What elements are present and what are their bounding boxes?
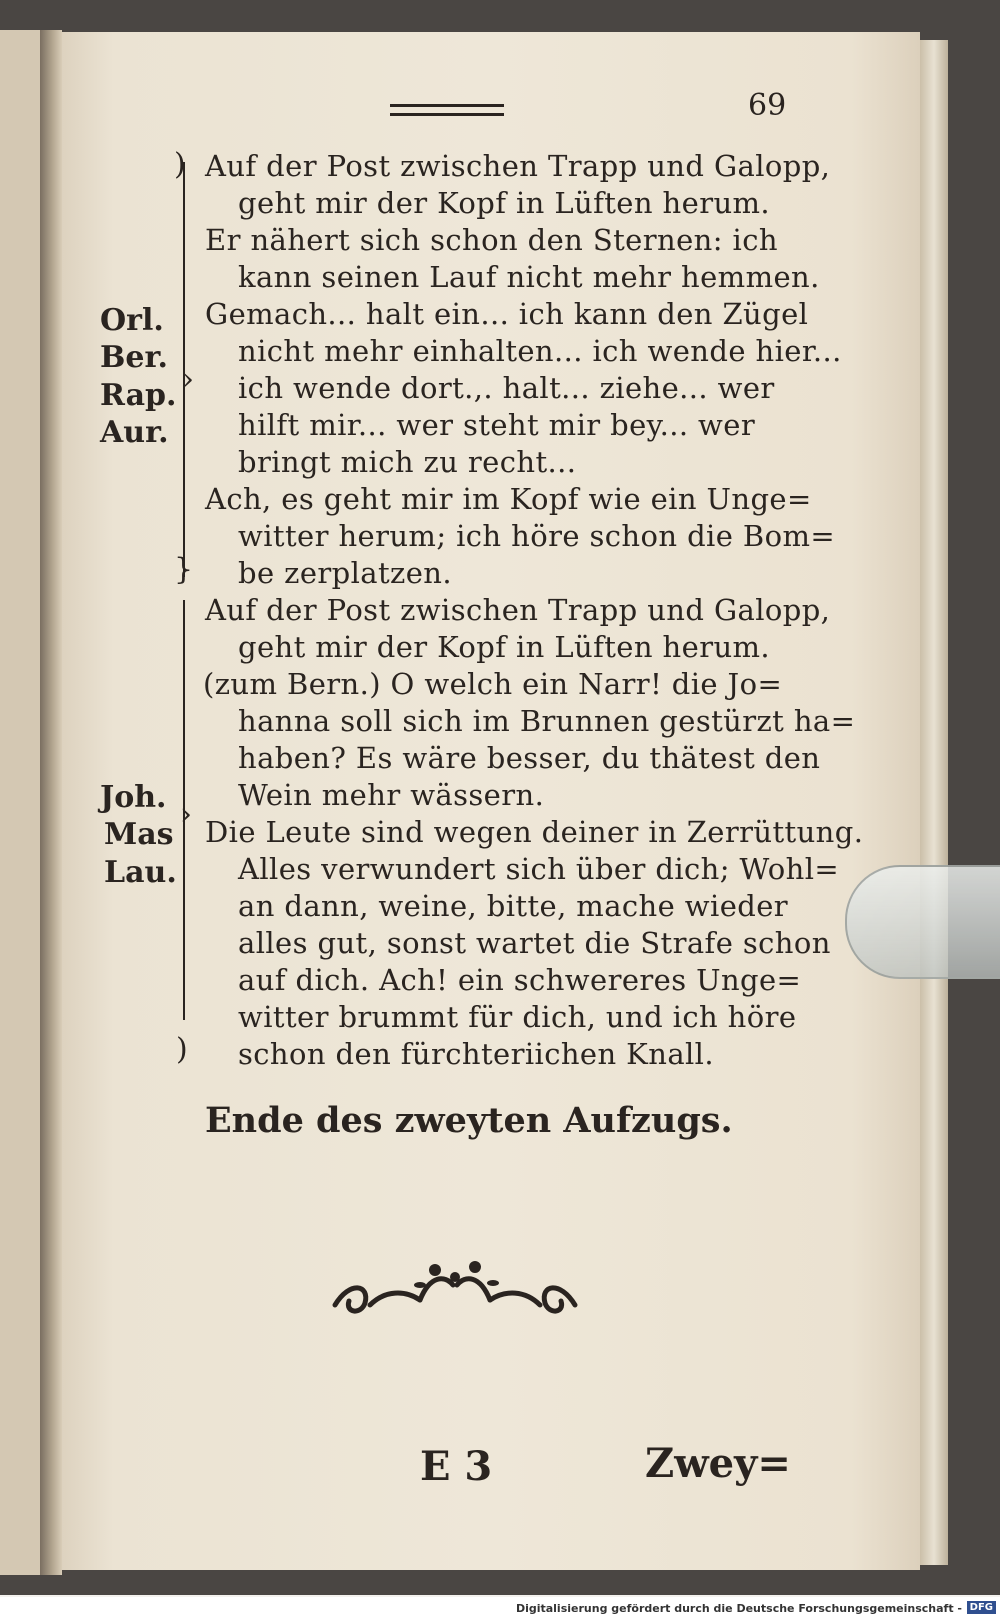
text-line: kann seinen Lauf nicht mehr hemmen. — [238, 260, 820, 294]
text-line: an dann, weine, bitte, mache wieder — [238, 889, 789, 923]
text-line: Auf der Post zwischen Trapp und Galopp, — [205, 593, 831, 627]
text-line: Er nähert sich schon den Sternen: ich — [205, 223, 778, 257]
speaker-mas: Mas — [104, 817, 174, 852]
speaker-aur: Aur. — [100, 415, 169, 450]
dfg-logo: DFG — [967, 1601, 996, 1614]
text-line: haben? Es wäre besser, du thätest den — [238, 741, 821, 775]
speaker-rap: Rap. — [100, 378, 177, 413]
text-line: nicht mehr einhalten... ich wende hier... — [238, 334, 842, 368]
floral-ornament-icon — [325, 1255, 585, 1329]
text-line: schon den fürchteriichen Knall. — [238, 1037, 714, 1071]
text-line: (zum Bern.) O welch ein Narr! die Jo= — [203, 667, 783, 701]
page-number: 69 — [748, 88, 787, 123]
page-clip — [845, 865, 1000, 979]
brace-mark-4: › — [180, 797, 192, 832]
signature-mark: E 3 — [420, 1443, 493, 1490]
speaker-ber: Ber. — [100, 340, 168, 375]
speaker-joh: Joh. — [100, 780, 167, 815]
page-edge-right — [920, 40, 948, 1565]
text-line: geht mir der Kopf in Lüften herum. — [238, 186, 771, 220]
text-line: Ach, es geht mir im Kopf wie ein Unge= — [205, 482, 812, 516]
book-gutter — [40, 30, 62, 1575]
text-line: geht mir der Kopf in Lüften herum. — [238, 630, 771, 664]
text-line: Die Leute sind wegen deiner in Zerrüttung. — [205, 815, 864, 849]
footer-bar — [0, 1597, 1000, 1619]
text-line: be zerplatzen. — [238, 556, 452, 590]
facing-page-edge — [0, 30, 40, 1575]
header-rule-bottom — [390, 113, 504, 116]
text-line: Wein mehr wässern. — [238, 778, 545, 812]
header-rule-top — [390, 104, 504, 107]
footer-credit: Digitalisierung gefördert durch die Deutsche Forschungsgemeinschaft - — [515, 1602, 962, 1615]
text-line: alles gut, sonst wartet die Strafe schon — [238, 926, 831, 960]
brace-mark-5: ) — [176, 1032, 188, 1067]
catchword: Zwey= — [645, 1440, 791, 1487]
end-of-act-heading: Ende des zweyten Aufzugs. — [205, 1100, 733, 1141]
text-line: hilft mir... wer steht mir bey... wer — [238, 408, 756, 442]
text-line: bringt mich zu recht... — [238, 445, 577, 479]
text-line: auf dich. Ach! ein schwereres Unge= — [238, 963, 802, 997]
speaker-orl: Orl. — [100, 303, 164, 338]
text-line: witter herum; ich höre schon die Bom= — [238, 519, 836, 553]
text-line: hanna soll sich im Brunnen gestürzt ha= — [238, 704, 856, 738]
text-line: Auf der Post zwischen Trapp und Galopp, — [205, 149, 831, 183]
text-line: Gemach... halt ein... ich kann den Zügel — [205, 297, 809, 331]
text-line: witter brummt für dich, und ich höre — [238, 1000, 797, 1034]
brace-mark-1: ) — [174, 147, 186, 182]
brace-mark-2: › — [182, 362, 194, 397]
brace-mark-3: } — [174, 552, 194, 587]
text-line: ich wende dort.,. halt... ziehe... wer — [238, 371, 775, 405]
text-line: Alles verwundert sich über dich; Wohl= — [238, 852, 840, 886]
speaker-lau: Lau. — [104, 855, 177, 890]
